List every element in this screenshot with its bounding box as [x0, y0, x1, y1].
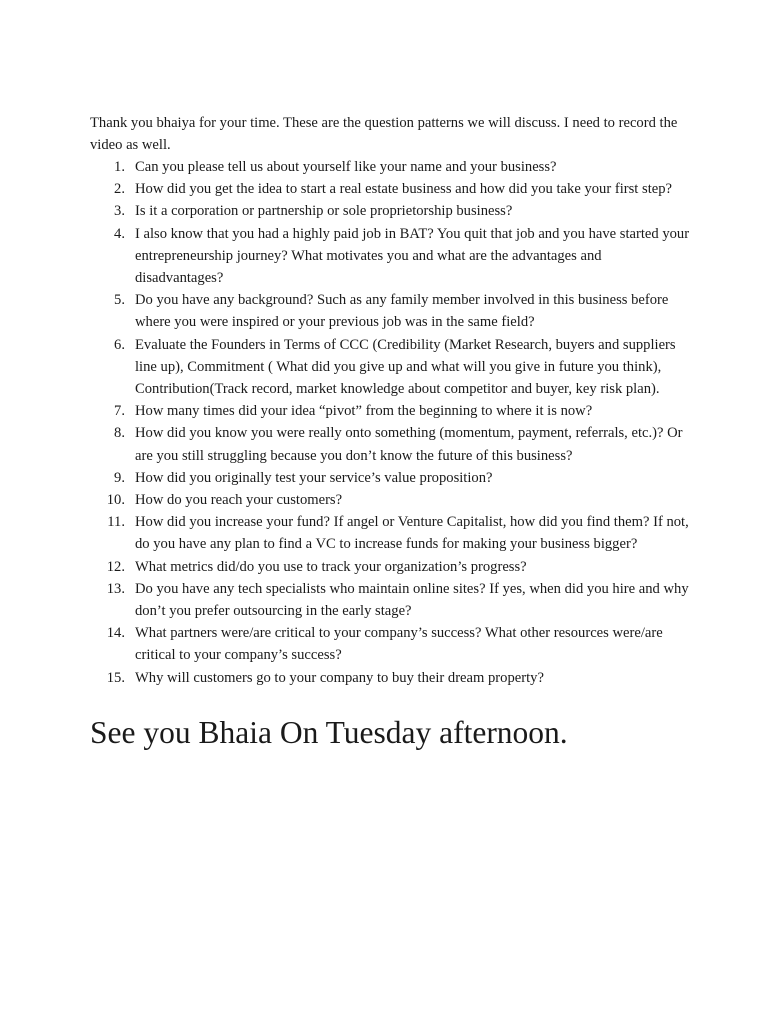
list-item [90, 556, 690, 578]
item-number: 12. [106, 558, 125, 575]
item-text: How did you know you were really onto something (momentum, payment, referrals, etc.)? Or are you still struggling because you don’t know the future of this business? [135, 425, 683, 464]
item-number: 5. [114, 292, 125, 309]
item-text: Is it a corporation or partnership or sole proprietorship business? [135, 203, 513, 220]
item-text: How did you get the idea to start a real estate business and how did you take your first step? [135, 181, 672, 198]
item-text: Why will customers go to your company to buy their dream property? [135, 669, 544, 686]
list-item [90, 489, 690, 511]
list-item [90, 400, 690, 422]
list-item [90, 178, 690, 200]
item-number: 4. [114, 225, 125, 242]
item-text: How do you reach your customers? [135, 492, 343, 509]
item-text: Do you have any tech specialists who maintain online sites? If yes, when did you hire and why don’t you prefer outsourcing in the early stage? [135, 580, 689, 620]
item-number: 9. [114, 469, 125, 486]
item-text: What partners were/are critical to your company’s success? What other resources were/are critical to your company’s success? [135, 625, 663, 664]
item-number: 1. [114, 159, 125, 175]
item-text: I also know that you had a highly paid job in BAT? You quit that job and you have started your entrepreneurship journey? What motivates you and what are the advantages and disadvantages? [135, 225, 690, 287]
item-number: 14. [106, 625, 125, 642]
item-text: How did you increase your fund? If angel or Venture Capitalist, how did you find them? If not, do you have any plan to find a VC to increase funds for making your business bigger? [135, 514, 689, 553]
list-item [90, 622, 690, 666]
closing-line: See you Bhaia On Tuesday afternoon. [90, 714, 568, 750]
list-item [90, 511, 690, 555]
item-number: 10. [106, 492, 125, 509]
intro-paragraph: Thank you bhaiya for your time. These are the question patterns we will discuss. I need to record the video as well. [90, 115, 678, 153]
list-item [90, 467, 690, 489]
item-number: 8. [114, 425, 125, 442]
item-text: How many times did your idea “pivot” from the beginning to where it is now? [135, 403, 593, 420]
item-number: 15. [106, 669, 125, 686]
question-list [90, 156, 690, 689]
item-text: Evaluate the Founders in Terms of CCC (Credibility (Market Research, buyers and suppliers line up), Commitment ( What did you give up and what will you give in future you think), Contribution(Track record, market knowledge about competitor and buyer, key risk plan). [135, 336, 676, 398]
item-number: 3. [114, 203, 125, 220]
list-item [90, 289, 690, 333]
item-number: 6. [114, 336, 125, 353]
item-number: 11. [107, 514, 125, 531]
item-text: How did you originally test your service’s value proposition? [135, 469, 493, 486]
document-page [90, 112, 690, 753]
list-item [90, 422, 690, 466]
list-item [90, 334, 690, 401]
list-item [90, 200, 690, 222]
item-text: Do you have any background? Such as any family member involved in this business before where you were inspired or your previous job was in the same field? [135, 292, 669, 331]
list-item [90, 223, 690, 290]
list-item [90, 667, 690, 689]
list-item [90, 156, 690, 178]
item-number: 2. [114, 181, 125, 198]
item-number: 7. [114, 403, 125, 420]
list-item [90, 578, 690, 622]
item-text: Can you please tell us about yourself like your name and your business? [135, 159, 557, 175]
item-number: 13. [106, 580, 125, 597]
item-text: What metrics did/do you use to track your organization’s progress? [135, 558, 527, 575]
